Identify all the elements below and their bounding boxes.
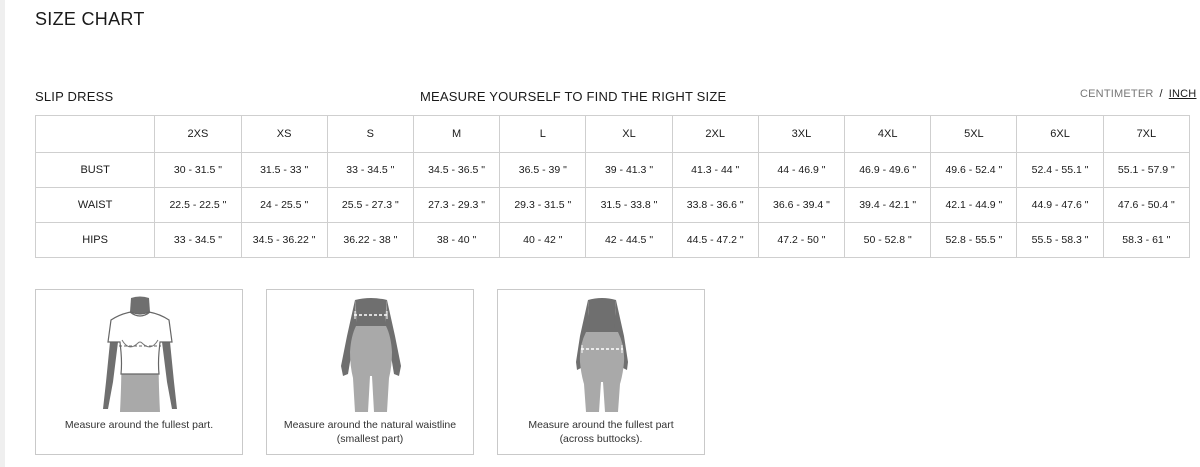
table-row: [36, 153, 1190, 188]
bust-guide-card: [35, 289, 243, 455]
measurement-cell: 58.3 - 61 ": [1103, 223, 1189, 258]
size-table: [35, 115, 1190, 258]
measurement-cell: 40 - 42 ": [500, 223, 586, 258]
measurement-cell: 46.9 - 49.6 ": [845, 153, 931, 188]
measurement-cell: 36.5 - 39 ": [500, 153, 586, 188]
size-header-l: L: [500, 116, 586, 153]
hips-guide-card: [497, 289, 705, 455]
table-row: [36, 188, 1190, 223]
waist-caption-line2: (smallest part): [336, 433, 404, 445]
size-header-m: M: [413, 116, 499, 153]
measurement-cell: 47.6 - 50.4 ": [1103, 188, 1189, 223]
size-header-5xl: 5XL: [931, 116, 1017, 153]
measurement-cell: 44 - 46.9 ": [758, 153, 844, 188]
hips-figure-icon: [552, 296, 652, 412]
bust-guide-caption: [36, 418, 242, 432]
measurement-cell: 25.5 - 27.3 ": [327, 188, 413, 223]
hips-caption-line1: Measure around the fullest part: [528, 419, 674, 431]
size-header-6xl: 6XL: [1017, 116, 1103, 153]
size-header-s: S: [327, 116, 413, 153]
measurement-cell: 44.9 - 47.6 ": [1017, 188, 1103, 223]
measurement-cell: 36.22 - 38 ": [327, 223, 413, 258]
waist-guide-caption: [267, 418, 473, 446]
waist-figure-icon: [321, 296, 421, 412]
unit-centimeter-option[interactable]: CENTIMETER: [1080, 88, 1154, 100]
measurement-cell: 33 - 34.5 ": [155, 223, 241, 258]
measurement-cell: 30 - 31.5 ": [155, 153, 241, 188]
size-header-3xl: 3XL: [758, 116, 844, 153]
hips-guide-caption: [498, 418, 704, 446]
measurement-cell: 38 - 40 ": [413, 223, 499, 258]
measurement-cell: 41.3 - 44 ": [672, 153, 758, 188]
measurement-cell: 29.3 - 31.5 ": [500, 188, 586, 223]
waist-caption-line1: Measure around the natural waistline: [283, 419, 457, 431]
left-rail: [0, 0, 5, 467]
measurement-cell: 27.3 - 29.3 ": [413, 188, 499, 223]
bust-caption-line1: Measure around the fullest part.: [64, 419, 214, 431]
table-row: [36, 223, 1190, 258]
unit-toggle: [1080, 88, 1196, 100]
hips-caption-line2: (across buttocks).: [559, 433, 643, 445]
size-header-7xl: 7XL: [1103, 116, 1189, 153]
measurement-cell: 31.5 - 33 ": [241, 153, 327, 188]
measurement-cell: 34.5 - 36.22 ": [241, 223, 327, 258]
measurement-cell: 36.6 - 39.4 ": [758, 188, 844, 223]
measurement-cell: 42 - 44.5 ": [586, 223, 672, 258]
measurement-cell: 55.5 - 58.3 ": [1017, 223, 1103, 258]
bust-figure-icon: [90, 296, 190, 412]
measurement-cell: 22.5 - 22.5 ": [155, 188, 241, 223]
measurement-cell: 47.2 - 50 ": [758, 223, 844, 258]
row-label-bust: BUST: [36, 153, 155, 188]
measurement-cell: 49.6 - 52.4 ": [931, 153, 1017, 188]
size-header-xl: XL: [586, 116, 672, 153]
unit-separator: /: [1159, 88, 1163, 100]
measurement-cell: 44.5 - 47.2 ": [672, 223, 758, 258]
measurement-cell: 39.4 - 42.1 ": [845, 188, 931, 223]
measurement-cell: 33.8 - 36.6 ": [672, 188, 758, 223]
product-name: SLIP DRESS: [35, 89, 114, 104]
measure-heading: MEASURE YOURSELF TO FIND THE RIGHT SIZE: [420, 89, 727, 104]
page-title: SIZE CHART: [35, 9, 145, 29]
size-header-corner: [36, 116, 155, 153]
row-label-waist: WAIST: [36, 188, 155, 223]
measurement-cell: 42.1 - 44.9 ": [931, 188, 1017, 223]
waist-guide-card: [266, 289, 474, 455]
unit-inch-option[interactable]: INCH: [1168, 88, 1197, 100]
measurement-cell: 50 - 52.8 ": [845, 223, 931, 258]
size-header-4xl: 4XL: [845, 116, 931, 153]
measurement-cell: 33 - 34.5 ": [327, 153, 413, 188]
size-header-2xl: 2XL: [672, 116, 758, 153]
measurement-cell: 24 - 25.5 ": [241, 188, 327, 223]
measurement-cell: 31.5 - 33.8 ": [586, 188, 672, 223]
size-header-2xs: 2XS: [155, 116, 241, 153]
size-table-body: [36, 116, 1190, 258]
measurement-cell: 52.4 - 55.1 ": [1017, 153, 1103, 188]
row-label-hips: HIPS: [36, 223, 155, 258]
measurement-cell: 34.5 - 36.5 ": [413, 153, 499, 188]
measurement-cell: 55.1 - 57.9 ": [1103, 153, 1189, 188]
size-header-xs: XS: [241, 116, 327, 153]
measurement-cell: 52.8 - 55.5 ": [931, 223, 1017, 258]
measurement-cell: 39 - 41.3 ": [586, 153, 672, 188]
size-header-row: [36, 116, 1190, 153]
